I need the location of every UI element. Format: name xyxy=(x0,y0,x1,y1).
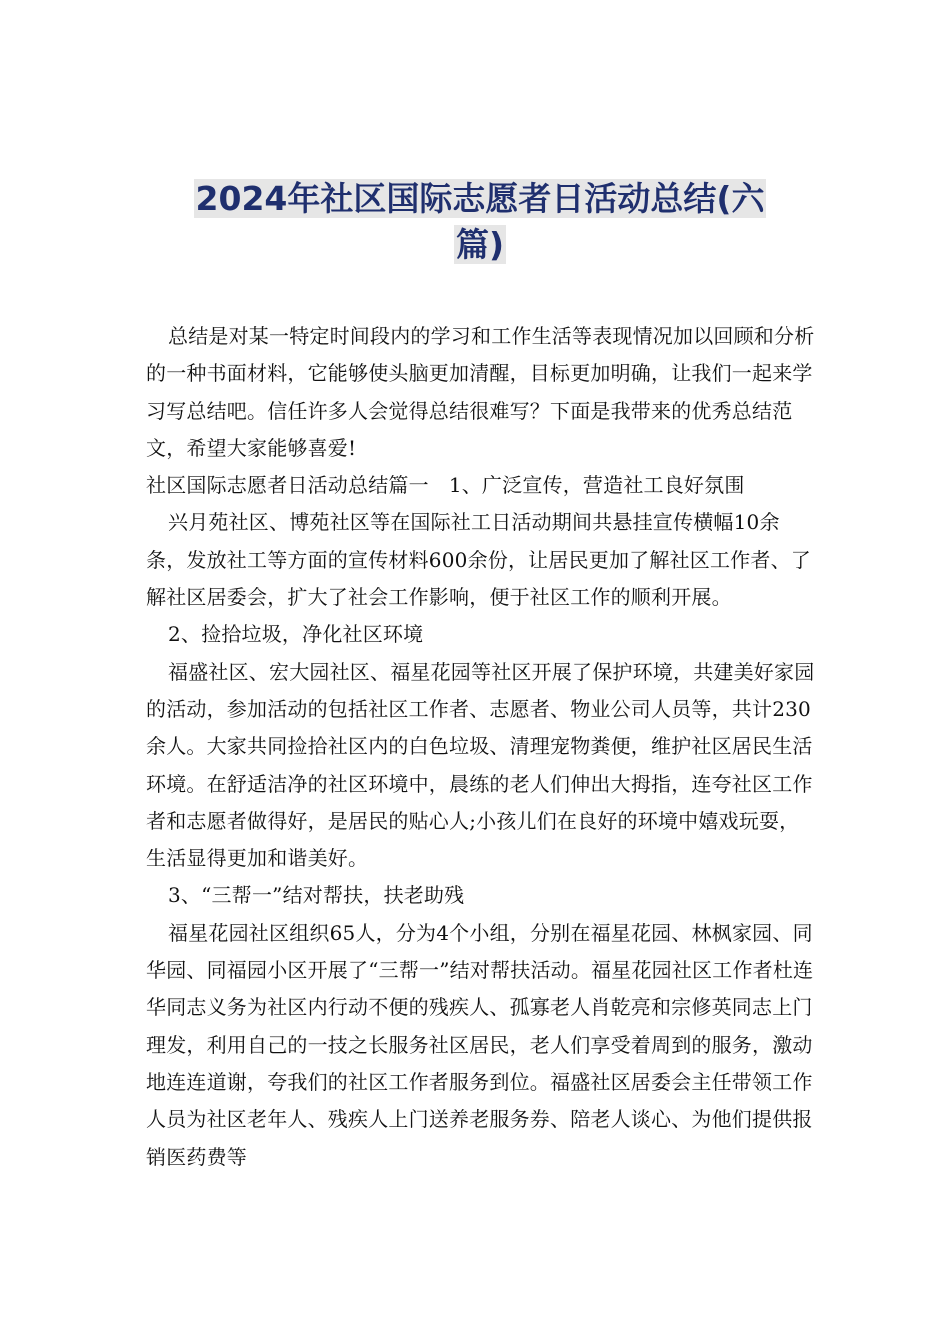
paragraph-2: 福盛社区、宏大园社区、福星花园等社区开展了保护环境，共建美好家园的活动，参加活动的包括社区工作者、志愿者、物业公司人员等，共计230余人。大家共同捡拾社区内的白色垃圾、清理宠物粪便，维护社区居民生活环境。在舒适洁净的社区环境中，晨练的老人们伸出大拇指，连夸社区工作者和志愿者做得好，是居民的贴心人;小孩儿们在良好的环境中嬉戏玩耍，生活显得更加和谐美好。 xyxy=(146,659,815,871)
document-title xyxy=(150,176,810,268)
subheading-2: 2、捡拾垃圾，净化社区环境 xyxy=(168,622,424,647)
subheading-1: 1、广泛宣传，营造社工良好氛围 xyxy=(448,473,745,498)
subheading-3: 3、“三帮一”结对帮扶，扶老助残 xyxy=(168,883,465,908)
document-body xyxy=(146,318,818,1176)
title-line-2: 篇) xyxy=(455,225,505,264)
section-title: 社区国际志愿者日活动总结篇一 xyxy=(146,473,429,498)
title-line-1: 2024年社区国际志愿者日活动总结(六 xyxy=(195,179,765,218)
paragraph-3: 福星花园社区组织65人，分为4个小组，分别在福星花园、林枫家园、同华园、同福园小区开展了“三帮一”结对帮扶活动。福星花园社区工作者杜连华同志义务为社区内行动不便的残疾人、孤寡老人肖乾亮和宗修英同志上门理发，利用自己的一技之长服务社区居民，老人们享受着周到的服务，激动地连连道谢，夸我们的社区工作者服务到位。福盛社区居委会主任带领工作人员为社区老年人、残疾人上门送养老服务券、陪老人谈心、为他们提供报销医药费等 xyxy=(146,920,814,1169)
paragraph-1: 兴月苑社区、博苑社区等在国际社工日活动期间共悬挂宣传横幅10余条，发放社工等方面的宣传材料600余份，让居民更加了解社区工作者、了解社区居委会，扩大了社会工作影响，便于社区工作的顺利开展。 xyxy=(146,510,811,610)
intro-paragraph: 总结是对某一特定时间段内的学习和工作生活等表现情况加以回顾和分析的一种书面材料，它能够使头脑更加清醒，目标更加明确，让我们一起来学习写总结吧。信任许多人会觉得总结很难写？下面是我带来的优秀总结范文，希望大家能够喜爱! xyxy=(146,324,815,460)
section-heading-row xyxy=(146,467,818,504)
